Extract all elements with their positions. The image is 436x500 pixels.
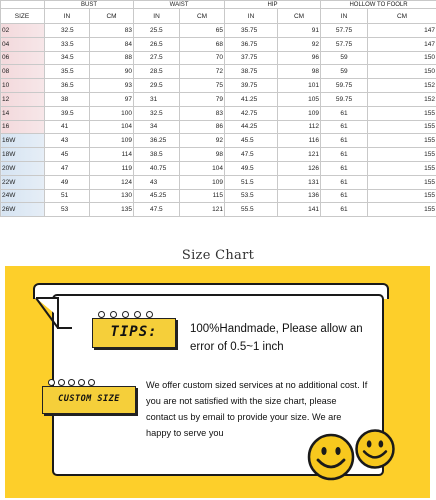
measure-cell: 47.5 [134, 203, 180, 217]
measure-cell: 101 [278, 79, 321, 93]
table-row [1, 203, 436, 217]
measure-cell: 152 [368, 92, 436, 106]
measure-cell: 93 [90, 79, 134, 93]
measure-cell: 114 [90, 148, 134, 162]
size-header: SIZE [1, 9, 45, 24]
measure-cell: 47.5 [225, 148, 278, 162]
measure-cell: 152 [368, 79, 436, 93]
measure-cell: 42.75 [225, 106, 278, 120]
table-row [1, 134, 436, 148]
table-row [1, 148, 436, 162]
measure-cell: 59.75 [321, 92, 368, 106]
measure-cell: 155 [368, 175, 436, 189]
measure-cell: 124 [90, 175, 134, 189]
table-group-header: BUST [45, 1, 134, 9]
tips-text: 100%Handmade, Please allow an error of 0.5~1 inch [190, 323, 363, 353]
measure-cell: 135 [90, 203, 134, 217]
measure-cell: 51.5 [225, 175, 278, 189]
measure-cell: 109 [180, 175, 225, 189]
size-cell: 08 [1, 65, 45, 79]
measure-cell: 61 [321, 148, 368, 162]
measure-cell: 49 [45, 175, 90, 189]
measure-cell: 98 [278, 65, 321, 79]
measure-cell: 51 [45, 189, 90, 203]
measure-cell: 68 [180, 37, 225, 51]
unit-header: IN [134, 9, 180, 24]
measure-cell: 41.25 [225, 92, 278, 106]
measure-cell: 33.5 [45, 37, 90, 51]
measure-cell: 97 [90, 92, 134, 106]
size-cell: 20W [1, 161, 45, 175]
measure-cell: 130 [90, 189, 134, 203]
measure-cell: 126 [278, 161, 321, 175]
measure-cell: 147 [368, 37, 436, 51]
measure-cell: 155 [368, 148, 436, 162]
smiley-face-icon [306, 432, 356, 482]
size-cell: 16W [1, 134, 45, 148]
custom-size-label: CUSTOM SIZE [58, 394, 120, 404]
measure-cell: 34 [134, 120, 180, 134]
table-group-header-row [1, 1, 436, 9]
measure-cell: 39.5 [45, 106, 90, 120]
measure-cell: 61 [321, 134, 368, 148]
measure-cell: 150 [368, 65, 436, 79]
measure-cell: 121 [278, 148, 321, 162]
measure-cell: 41 [45, 120, 90, 134]
measure-cell: 28.5 [134, 65, 180, 79]
size-cell: 18W [1, 148, 45, 162]
measure-cell: 29.5 [134, 79, 180, 93]
table-row [1, 106, 436, 120]
measure-cell: 44.25 [225, 120, 278, 134]
measure-cell: 39.75 [225, 79, 278, 93]
measure-cell: 155 [368, 189, 436, 203]
measure-cell: 61 [321, 175, 368, 189]
table-group-header: HOLLOW TO FOOLR [321, 1, 436, 9]
table-row [1, 92, 436, 106]
measure-cell: 45.5 [225, 134, 278, 148]
measure-cell: 59 [321, 51, 368, 65]
tips-label: TIPS: [110, 324, 158, 340]
measure-cell: 59.75 [321, 79, 368, 93]
table-corner-cell [1, 1, 45, 9]
table-row [1, 189, 436, 203]
measure-cell: 61 [321, 120, 368, 134]
measure-cell: 155 [368, 203, 436, 217]
measure-cell: 155 [368, 134, 436, 148]
measure-cell: 79 [180, 92, 225, 106]
measure-cell: 53.5 [225, 189, 278, 203]
unit-header: CM [368, 9, 436, 24]
measure-cell: 32.5 [45, 24, 90, 38]
size-cell: 12 [1, 92, 45, 106]
measure-cell: 45.25 [134, 189, 180, 203]
measure-cell: 83 [180, 106, 225, 120]
measure-cell: 155 [368, 106, 436, 120]
measure-cell: 136 [278, 189, 321, 203]
measure-cell: 100 [90, 106, 134, 120]
measure-cell: 131 [278, 175, 321, 189]
measure-cell: 75 [180, 79, 225, 93]
dots-decoration [98, 311, 158, 317]
measure-cell: 119 [90, 161, 134, 175]
table-row [1, 120, 436, 134]
measure-cell: 32.5 [134, 106, 180, 120]
measure-cell: 104 [90, 120, 134, 134]
table-row [1, 65, 436, 79]
measure-cell: 55.5 [225, 203, 278, 217]
measure-cell: 26.5 [134, 37, 180, 51]
measure-cell: 53 [45, 203, 90, 217]
measure-cell: 109 [278, 106, 321, 120]
size-chart-title: Size Chart [181, 248, 255, 263]
measure-cell: 61 [321, 203, 368, 217]
measure-cell: 35.5 [45, 65, 90, 79]
measure-cell: 36.75 [225, 37, 278, 51]
table-group-header: HIP [225, 1, 321, 9]
measure-cell: 92 [180, 134, 225, 148]
measure-cell: 57.75 [321, 24, 368, 38]
measure-cell: 109 [90, 134, 134, 148]
measure-cell: 72 [180, 65, 225, 79]
measure-cell: 65 [180, 24, 225, 38]
measure-cell: 61 [321, 189, 368, 203]
measure-cell: 104 [180, 161, 225, 175]
measure-cell: 38.75 [225, 65, 278, 79]
measure-cell: 37.75 [225, 51, 278, 65]
measure-cell: 70 [180, 51, 225, 65]
custom-size-text: We offer custom sized services at no additional cost. If you are not satisfied with the size chart, please contact us by email to provide your size. We are happy to serve you [146, 380, 368, 438]
unit-header: CM [90, 9, 134, 24]
unit-header: IN [45, 9, 90, 24]
size-cell: 14 [1, 106, 45, 120]
size-table [0, 0, 436, 217]
measure-cell: 59 [321, 65, 368, 79]
paper-fold-icon [34, 296, 74, 330]
measure-cell: 155 [368, 161, 436, 175]
size-cell: 16 [1, 120, 45, 134]
tips-label-box [92, 318, 176, 348]
table-row [1, 37, 436, 51]
measure-cell: 155 [368, 120, 436, 134]
measure-cell: 83 [90, 24, 134, 38]
measure-cell: 40.75 [134, 161, 180, 175]
table-row [1, 79, 436, 93]
measure-cell: 61 [321, 106, 368, 120]
measure-cell: 92 [278, 37, 321, 51]
size-cell: 22W [1, 175, 45, 189]
measure-cell: 57.75 [321, 37, 368, 51]
measure-cell: 91 [278, 24, 321, 38]
size-cell: 06 [1, 51, 45, 65]
table-row [1, 175, 436, 189]
size-table-region [0, 0, 436, 248]
measure-cell: 150 [368, 51, 436, 65]
measure-cell: 35.75 [225, 24, 278, 38]
measure-cell: 36.25 [134, 134, 180, 148]
measure-cell: 147 [368, 24, 436, 38]
measure-cell: 86 [180, 120, 225, 134]
measure-cell: 43 [134, 175, 180, 189]
table-unit-header-row [1, 9, 436, 24]
measure-cell: 141 [278, 203, 321, 217]
dots-decoration [48, 379, 108, 385]
size-cell: 10 [1, 79, 45, 93]
measure-cell: 98 [180, 148, 225, 162]
custom-size-label-box [42, 386, 136, 414]
measure-cell: 36.5 [45, 79, 90, 93]
measure-cell: 47 [45, 161, 90, 175]
table-row [1, 24, 436, 38]
measure-cell: 45 [45, 148, 90, 162]
measure-cell: 34.5 [45, 51, 90, 65]
measure-cell: 84 [90, 37, 134, 51]
measure-cell: 61 [321, 161, 368, 175]
measure-cell: 96 [278, 51, 321, 65]
measure-cell: 38.5 [134, 148, 180, 162]
measure-cell: 112 [278, 120, 321, 134]
unit-header: IN [225, 9, 278, 24]
measure-cell: 121 [180, 203, 225, 217]
table-row [1, 51, 436, 65]
measure-cell: 31 [134, 92, 180, 106]
measure-cell: 38 [45, 92, 90, 106]
size-cell: 24W [1, 189, 45, 203]
measure-cell: 49.5 [225, 161, 278, 175]
unit-header: CM [278, 9, 321, 24]
measure-cell: 43 [45, 134, 90, 148]
table-row [1, 161, 436, 175]
smiley-face-icon [354, 428, 396, 470]
size-cell: 04 [1, 37, 45, 51]
size-cell: 26W [1, 203, 45, 217]
measure-cell: 25.5 [134, 24, 180, 38]
measure-cell: 105 [278, 92, 321, 106]
table-group-header: WAIST [134, 1, 225, 9]
unit-header: CM [180, 9, 225, 24]
measure-cell: 115 [180, 189, 225, 203]
unit-header: IN [321, 9, 368, 24]
measure-cell: 90 [90, 65, 134, 79]
measure-cell: 27.5 [134, 51, 180, 65]
measure-cell: 116 [278, 134, 321, 148]
size-cell: 02 [1, 24, 45, 38]
measure-cell: 88 [90, 51, 134, 65]
